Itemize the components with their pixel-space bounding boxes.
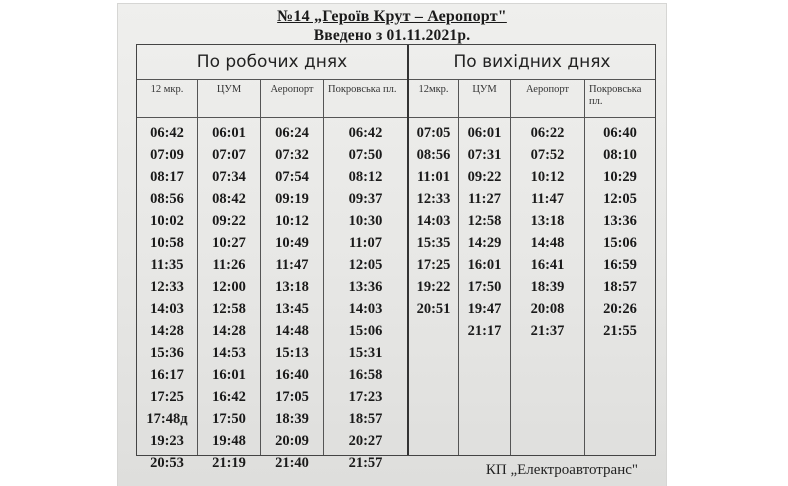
departure-time: 09:37: [348, 191, 383, 207]
departure-time: 12:33: [150, 279, 184, 295]
weekends-header: По вихідних днях: [453, 52, 611, 72]
departure-time: 16:01: [212, 367, 246, 383]
departure-time: 08:17: [150, 169, 184, 185]
departure-time: 10:58: [150, 235, 184, 251]
departure-time: 12:33: [416, 191, 451, 207]
departure-time: 15:31: [348, 345, 383, 361]
departure-time: 10:12: [530, 169, 565, 185]
departure-time: 14:48: [275, 323, 309, 339]
departure-time: 08:56: [416, 147, 451, 163]
departure-time: 20:27: [348, 433, 383, 449]
departure-time: 13:18: [530, 213, 565, 229]
col-header-tsum: ЦУМ: [216, 84, 242, 95]
weekday-times-pokrovska: [324, 122, 407, 474]
departure-time: 17:23: [348, 389, 383, 405]
departure-time: 20:26: [603, 301, 637, 317]
departure-time: 21:40: [275, 455, 309, 471]
departure-time: 10:12: [275, 213, 309, 229]
departure-time: 21:17: [467, 323, 502, 339]
departure-time: 11:47: [530, 191, 565, 207]
weekdays-header: По робочих днях: [196, 52, 348, 72]
departure-time: 13:36: [348, 279, 383, 295]
departure-time: 14:48: [530, 235, 565, 251]
departure-time: 07:50: [348, 147, 383, 163]
departure-time: 18:39: [275, 411, 309, 427]
departure-time: 18:57: [348, 411, 383, 427]
departure-time: 09:22: [467, 169, 502, 185]
departure-time: 13:18: [275, 279, 309, 295]
departure-time: 11:01: [416, 169, 451, 185]
departure-time: 17:50: [212, 411, 246, 427]
departure-time: 17:48д: [146, 411, 188, 427]
departure-time: 17:05: [275, 389, 309, 405]
departure-time: 06:01: [467, 125, 502, 141]
departure-time: 15:36: [150, 345, 184, 361]
departure-time: 08:56: [150, 191, 184, 207]
departure-time: 07:31: [467, 147, 502, 163]
departure-time: 16:59: [603, 257, 637, 273]
col-header-airport: Аеропорт: [270, 84, 314, 95]
departure-time: 14:03: [416, 213, 451, 229]
departure-time: 06:42: [150, 125, 184, 141]
departure-time: 16:58: [348, 367, 383, 383]
weekday-times-12mkr: [137, 122, 197, 474]
weekday-times-tsum: [198, 122, 260, 474]
departure-time: 20:08: [530, 301, 565, 317]
departure-time: 16:40: [275, 367, 309, 383]
departure-time: 13:36: [603, 213, 637, 229]
weekend-times-airport: [511, 122, 584, 342]
departure-time: 17:25: [150, 389, 184, 405]
departure-time: 06:01: [212, 125, 246, 141]
departure-time: 12:05: [348, 257, 383, 273]
departure-time: 18:57: [603, 279, 637, 295]
departure-time: 12:58: [467, 213, 502, 229]
departure-time: 12:05: [603, 191, 637, 207]
departure-time: 20:09: [275, 433, 309, 449]
departure-time: 13:45: [275, 301, 309, 317]
operator-name: КП „Електроавтотранс": [485, 462, 638, 478]
departure-time: 14:29: [467, 235, 502, 251]
weekday-times-airport: [261, 122, 323, 474]
departure-time: 20:53: [150, 455, 184, 471]
departure-time: 10:27: [212, 235, 246, 251]
route-title: №14 „Героїв Крут – Аеропорт": [277, 8, 507, 25]
departure-time: 06:42: [348, 125, 383, 141]
departure-time: 16:01: [467, 257, 502, 273]
departure-time: 08:42: [212, 191, 246, 207]
departure-time: 19:22: [416, 279, 451, 295]
departure-time: 14:03: [348, 301, 383, 317]
departure-time: 07:54: [275, 169, 309, 185]
departure-time: 20:51: [416, 301, 451, 317]
departure-time: 12:58: [212, 301, 246, 317]
departure-time: 19:48: [212, 433, 246, 449]
departure-time: 17:50: [467, 279, 502, 295]
departure-time: 15:13: [275, 345, 309, 361]
weekend-times-pokrovska: [585, 122, 655, 342]
col-header-12mkr-weekend: 12мкр.: [418, 84, 449, 95]
departure-time: 10:49: [275, 235, 309, 251]
departure-time: 10:02: [150, 213, 184, 229]
departure-time: 08:10: [603, 147, 637, 163]
col-header-pokrovska: Покровська пл.: [328, 84, 397, 95]
departure-time: 10:29: [603, 169, 637, 185]
weekend-times-tsum: [459, 122, 510, 342]
departure-time: 15:06: [603, 235, 637, 251]
departure-time: 09:19: [275, 191, 309, 207]
col-header-pokrovska-weekend: Покровська пл.: [589, 84, 642, 107]
col-header-tsum-weekend: ЦУМ: [472, 84, 497, 95]
departure-time: 10:30: [348, 213, 383, 229]
departure-time: 16:17: [150, 367, 184, 383]
departure-time: 11:27: [467, 191, 502, 207]
departure-time: 07:52: [530, 147, 565, 163]
departure-time: 07:09: [150, 147, 184, 163]
col-header-airport-weekend: Аеропорт: [525, 84, 570, 95]
departure-time: 07:05: [416, 125, 451, 141]
departure-time: 07:34: [212, 169, 246, 185]
departure-time: 14:28: [212, 323, 246, 339]
departure-time: 12:00: [212, 279, 246, 295]
departure-time: 14:03: [150, 301, 184, 317]
departure-time: 16:41: [530, 257, 565, 273]
departure-time: 16:42: [212, 389, 246, 405]
departure-time: 15:06: [348, 323, 383, 339]
departure-time: 15:35: [416, 235, 451, 251]
departure-time: 11:47: [275, 257, 309, 273]
departure-time: 18:39: [530, 279, 565, 295]
departure-time: 19:47: [467, 301, 502, 317]
col-header-12mkr: 12 мкр.: [150, 84, 184, 95]
departure-time: 09:22: [212, 213, 246, 229]
departure-time: 06:40: [603, 125, 637, 141]
departure-time: 07:07: [212, 147, 246, 163]
departure-time: 21:55: [603, 323, 637, 339]
timetable-sheet: [118, 4, 666, 486]
departure-time: 19:23: [150, 433, 184, 449]
departure-time: 21:19: [212, 455, 246, 471]
departure-time: 14:28: [150, 323, 184, 339]
departure-time: 17:25: [416, 257, 451, 273]
departure-time: 21:57: [348, 455, 383, 471]
departure-time: 08:12: [348, 169, 383, 185]
effective-date: Введено з 01.11.2021р.: [313, 27, 471, 44]
departure-time: 14:53: [212, 345, 246, 361]
departure-time: 11:35: [150, 257, 184, 273]
departure-time: 11:26: [212, 257, 246, 273]
departure-time: 06:24: [275, 125, 309, 141]
departure-time: 06:22: [530, 125, 565, 141]
departure-time: 21:37: [530, 323, 565, 339]
departure-time: 07:32: [275, 147, 309, 163]
departure-time: 11:07: [348, 235, 383, 251]
weekend-times-12mkr: [409, 122, 458, 320]
